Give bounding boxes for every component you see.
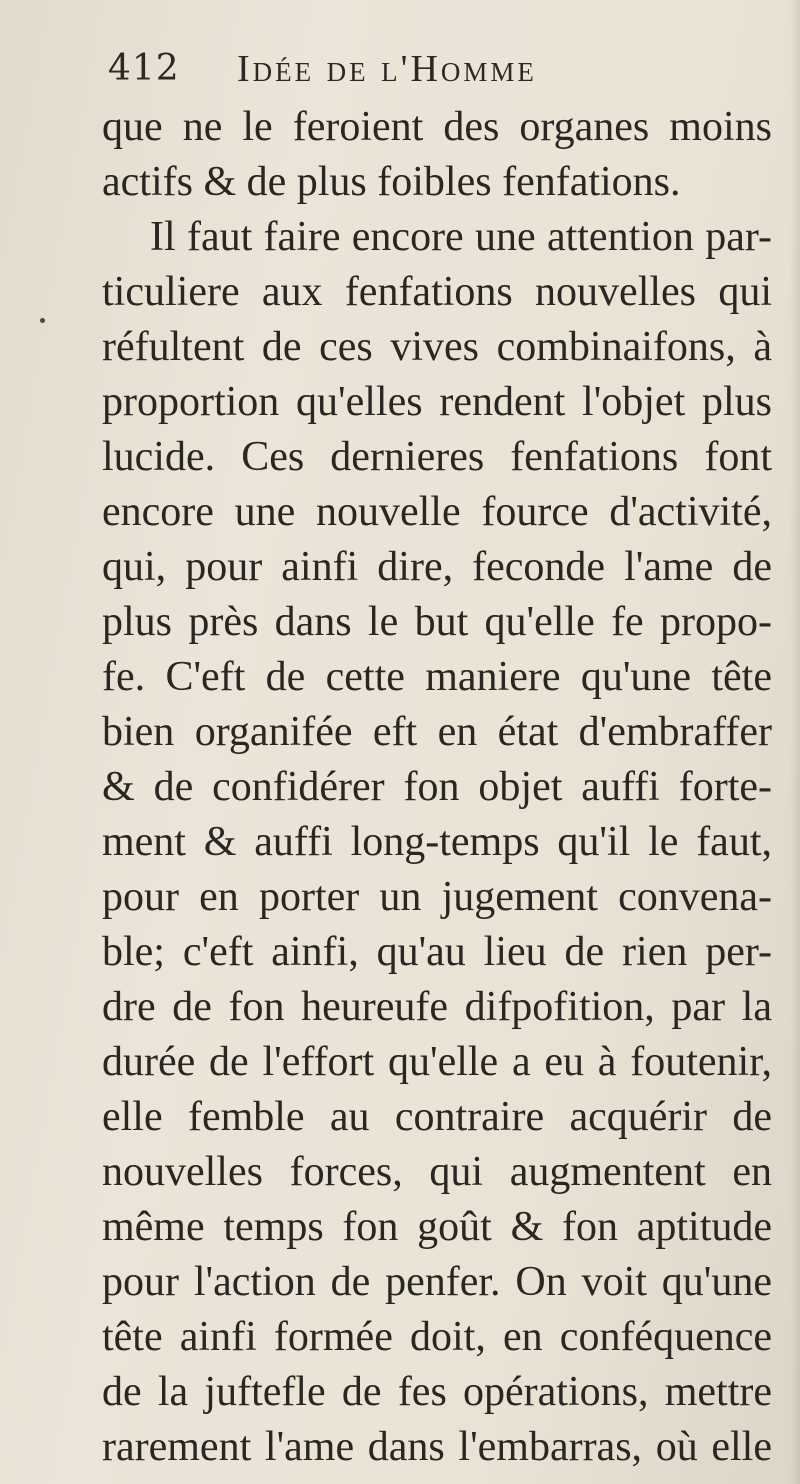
text-line: bien organifée eft en état d'embraffer bbox=[102, 709, 772, 755]
running-head: Idée de l'Homme bbox=[237, 48, 537, 90]
text-line: qui, pour ainfi dire, feconde l'ame de bbox=[102, 544, 772, 590]
text-line: plus près dans le but qu'elle fe propo- bbox=[102, 599, 772, 645]
text-line: encore une nouvelle fource d'activité, bbox=[102, 489, 772, 535]
page-edge-shadow bbox=[790, 0, 800, 1484]
text-line: durée de l'effort qu'elle a eu à foutenir, bbox=[102, 1039, 772, 1085]
text-line: elle femble au contraire acquérir de bbox=[102, 1094, 772, 1140]
text-line: que ne le feroient des organes moins bbox=[102, 104, 772, 150]
text-line: ble; c'eft ainfi, qu'au lieu de rien per- bbox=[102, 929, 772, 975]
text-line: nouvelles forces, qui augmentent en bbox=[102, 1149, 772, 1195]
page-header bbox=[0, 44, 800, 94]
text-line: & de confidérer fon objet auffi forte- bbox=[102, 764, 772, 810]
page-number: 412 bbox=[108, 48, 180, 89]
text-line: Il faut faire encore une attention par- bbox=[150, 214, 772, 260]
text-line: pour en porter un jugement convena- bbox=[102, 874, 772, 920]
text-line: pour l'action de penfer. On voit qu'une bbox=[102, 1259, 772, 1305]
text-line: réfultent de ces vives combinaifons, à bbox=[102, 324, 772, 370]
text-line: dre de fon heureufe difpofition, par la bbox=[102, 984, 772, 1030]
text-line: rarement l'ame dans l'embarras, où elle bbox=[102, 1424, 772, 1470]
body-text bbox=[102, 100, 772, 1475]
text-line: fe. C'eft de cette maniere qu'une tête bbox=[102, 654, 772, 700]
text-line: ticuliere aux fenfations nouvelles qui bbox=[102, 269, 772, 315]
text-line: de la juftefle de fes opérations, mettre bbox=[102, 1369, 772, 1415]
ink-speck bbox=[40, 318, 45, 323]
text-line: même temps fon goût & fon aptitude bbox=[102, 1204, 772, 1250]
text-line: lucide. Ces dernieres fenfations font bbox=[102, 434, 772, 480]
text-line: proportion qu'elles rendent l'objet plus bbox=[102, 379, 772, 425]
text-line: actifs & de plus foibles fenfations. bbox=[102, 159, 681, 205]
text-line: ment & auffi long-temps qu'il le faut, bbox=[102, 819, 772, 865]
text-line: tête ainfi formée doit, en conféquence bbox=[102, 1314, 772, 1360]
